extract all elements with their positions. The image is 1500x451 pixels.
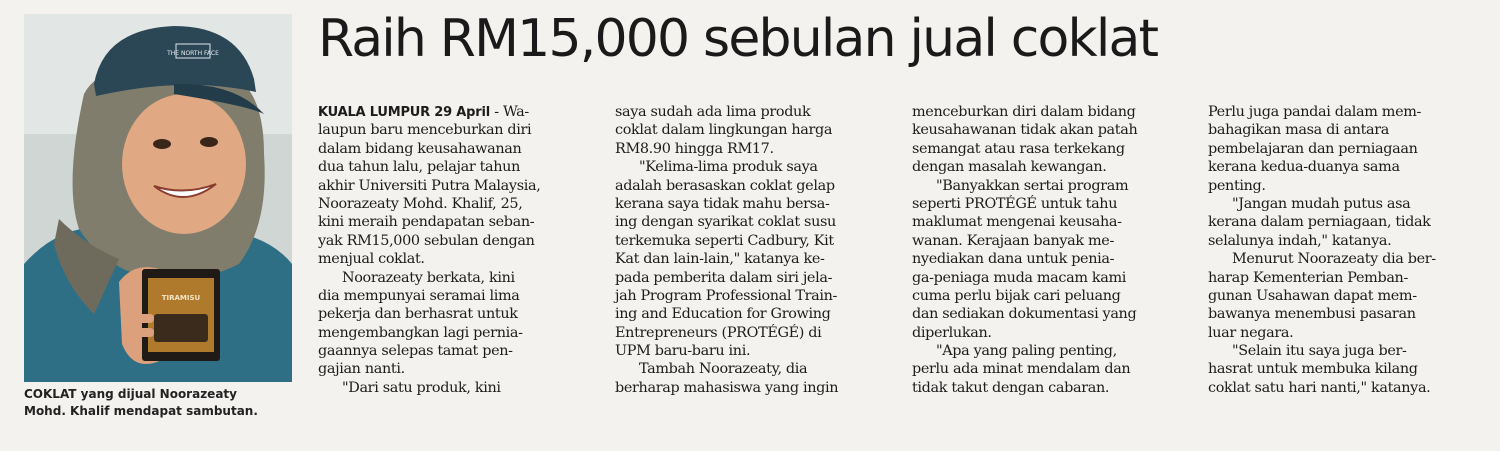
article-line: wanan. Kerajaan banyak me-	[912, 232, 1114, 249]
article-line	[318, 103, 593, 121]
article-line: semangat atau rasa terkekang	[912, 140, 1125, 157]
article-line: Entrepreneurs (PROTÉGÉ) di	[615, 324, 822, 341]
article-line: coklat dalam lingkungan harga	[615, 122, 833, 139]
article-line: pembelajaran dan perniagaan	[1208, 140, 1418, 157]
article-line: luar negara.	[1208, 324, 1294, 341]
article-line: "Banyakkan sertai program	[936, 177, 1129, 194]
article-line: dia mempunyai seramai lima	[318, 287, 520, 304]
article-line: kerana saya tidak mahu bersa-	[615, 195, 830, 212]
portrait-photo	[24, 14, 292, 382]
article-line: RM8.90 hingga RM17.	[615, 140, 774, 157]
article-line: terkemuka seperti Cadbury, Kit	[615, 232, 834, 249]
article-line: bahagikan masa di antara	[1208, 122, 1390, 139]
article-line: jah Program Professional Train-	[615, 287, 838, 304]
article-line: dua tahun lalu, pelajar tahun	[318, 159, 520, 176]
article-line: Noorazeaty Mohd. Khalif, 25,	[318, 195, 523, 212]
article-line: kerana dalam perniagaan, tidak	[1208, 214, 1431, 231]
article-line: gunan Usahawan dapat mem-	[1208, 287, 1417, 304]
article-column-1	[318, 103, 593, 397]
article-line: hasrat untuk membuka kilang	[1208, 361, 1418, 378]
article-line: gaannya selepas tamat pen-	[318, 343, 513, 360]
article-line: gajian nanti.	[318, 361, 405, 378]
article-line: pekerja dan berhasrat untuk	[318, 306, 518, 323]
article-column-3	[912, 103, 1187, 397]
article-line: UPM baru-baru ini.	[615, 343, 751, 360]
article-line: dalam bidang keusahawanan	[318, 140, 522, 157]
article-line: ing dengan syarikat coklat susu	[615, 214, 836, 231]
article-line: tidak takut dengan cabaran.	[912, 379, 1110, 396]
article-line: pada pemberita dalam siri jela-	[615, 269, 833, 286]
article-line: "Kelima-lima produk saya	[639, 159, 818, 176]
article-line: maklumat mengenai keusaha-	[912, 214, 1122, 231]
caption-line: COKLAT yang dijual Noorazeaty	[24, 387, 237, 401]
cap-logo-text: THE NORTH FACE	[167, 50, 219, 57]
portrait-illustration	[24, 14, 292, 382]
article-line: bawanya menembusi pasaran	[1208, 306, 1416, 323]
article-line: Menurut Noorazeaty dia ber-	[1232, 251, 1436, 268]
article-line: dengan masalah kewangan.	[912, 159, 1107, 176]
article-line: "Jangan mudah putus asa	[1232, 195, 1411, 212]
caption-line: Mohd. Khalif mendapat sambutan.	[24, 404, 258, 418]
dateline: KUALA LUMPUR 29 April	[318, 105, 490, 120]
article-line: Tambah Noorazeaty, dia	[639, 361, 808, 378]
article-column-2	[615, 103, 890, 397]
article-line: "Dari satu produk, kini	[342, 379, 501, 396]
article-line: perlu ada minat mendalam dan	[912, 361, 1131, 378]
article-line: cuma perlu bijak cari peluang	[912, 287, 1121, 304]
article-line: seperti PROTÉGÉ untuk tahu	[912, 195, 1118, 212]
article-line: kini meraih pendapatan seban-	[318, 214, 535, 231]
article-column-4	[1208, 103, 1483, 397]
article-line: berharap mahasiswa yang ingin	[615, 379, 839, 396]
article-line: diperlukan.	[912, 324, 992, 341]
article-line: yak RM15,000 sebulan dengan	[318, 232, 535, 249]
article-line: nyediakan dana untuk penia-	[912, 251, 1115, 268]
article-line: adalah berasaskan coklat gelap	[615, 177, 835, 194]
article-line: saya sudah ada lima produk	[615, 104, 811, 120]
article-line: menjual coklat.	[318, 251, 425, 268]
article-line: Kat dan lain-lain," katanya ke-	[615, 251, 825, 268]
photo-caption	[24, 386, 294, 420]
article-line: penting.	[1208, 177, 1266, 194]
article-line: dan sediakan dokumentasi yang	[912, 306, 1137, 323]
article-line: selalunya indah," katanya.	[1208, 232, 1392, 249]
article-line: harap Kementerian Pemban-	[1208, 269, 1408, 286]
headline: Raih RM15,000 sebulan jual coklat	[318, 9, 1158, 69]
article-line: coklat satu hari nanti," katanya.	[1208, 379, 1431, 396]
article-line: ing and Education for Growing	[615, 306, 831, 323]
article-line: akhir Universiti Putra Malaysia,	[318, 177, 541, 194]
article-line: "Apa yang paling penting,	[936, 343, 1117, 360]
article-line: ga-peniaga muda macam kami	[912, 269, 1127, 286]
article-line: laupun baru menceburkan diri	[318, 122, 532, 139]
article-text: - Wa-	[494, 104, 529, 120]
article-line: mengembangkan lagi pernia-	[318, 324, 523, 341]
article-line: Perlu juga pandai dalam mem-	[1208, 104, 1422, 120]
article-line: menceburkan diri dalam bidang	[912, 104, 1136, 120]
product-label-text: TIRAMISU	[161, 294, 201, 302]
article-line: Noorazeaty berkata, kini	[342, 269, 515, 286]
article-line: "Selain itu saya juga ber-	[1232, 343, 1407, 360]
article-line: keusahawanan tidak akan patah	[912, 122, 1138, 139]
article-line: kerana kedua-duanya sama	[1208, 159, 1400, 176]
